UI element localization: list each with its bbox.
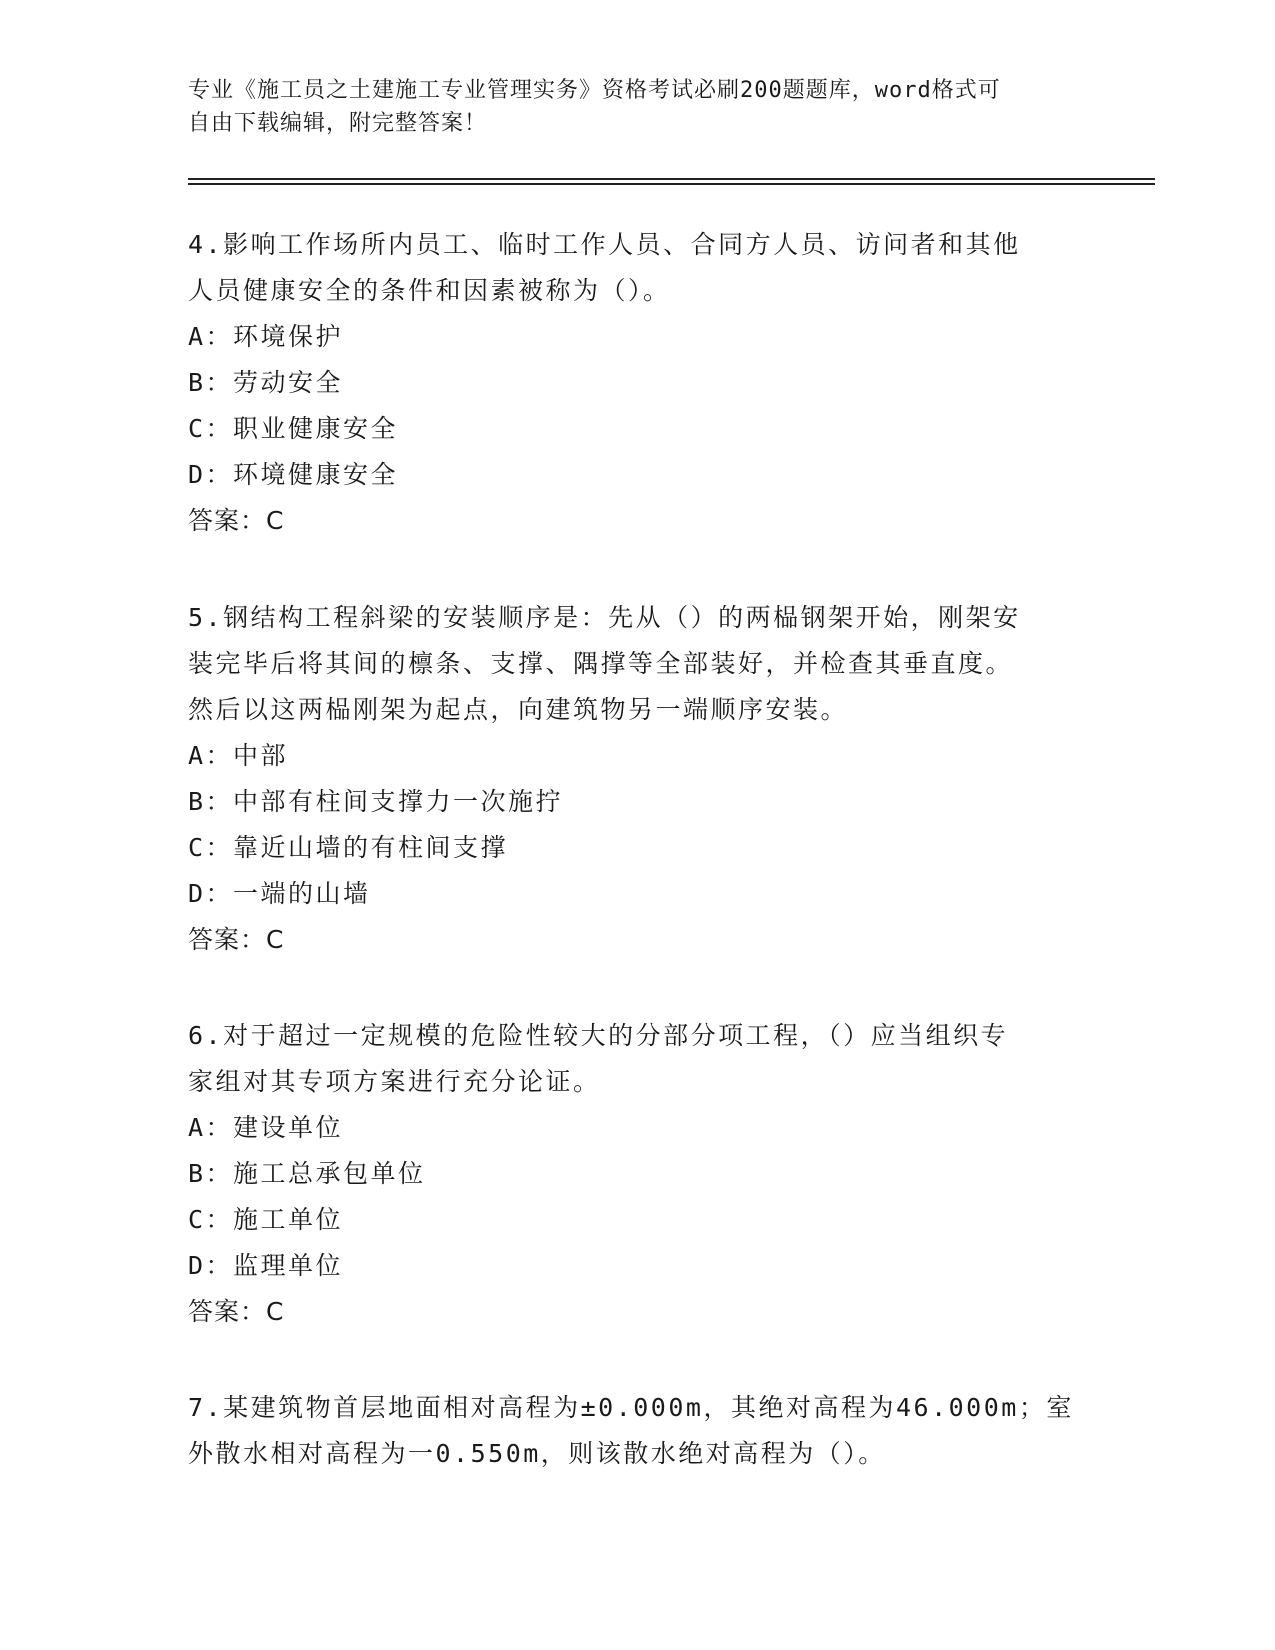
question-6: [188, 1013, 1088, 1335]
question-stem-line: 7.某建筑物首层地面相对高程为±0.000m，其绝对高程为46.000m；室: [188, 1393, 1074, 1422]
option-c: C：施工单位: [188, 1205, 344, 1234]
question-stem-line: 家组对其专项方案进行充分论证。: [188, 1067, 601, 1096]
question-stem-line: 装完毕后将其间的檩条、支撑、隅撑等全部装好，并检查其垂直度。: [188, 649, 1014, 678]
answer-line: 答案：C: [188, 925, 285, 954]
question-stem-line: 然后以这两榀刚架为起点，向建筑物另一端顺序安装。: [188, 695, 849, 724]
question-stem-line: 6.对于超过一定规模的危险性较大的分部分项工程，（）应当组织专: [188, 1021, 1009, 1050]
answer-line: 答案：C: [188, 1297, 285, 1326]
question-stem-line: 外散水相对高程为一0.550m，则该散水绝对高程为（）。: [188, 1439, 886, 1468]
option-a: A：建设单位: [188, 1113, 344, 1142]
question-stem-line: 人员健康安全的条件和因素被称为（）。: [188, 276, 671, 305]
header-line-1: 专业《施工员之土建施工专业管理实务》资格考试必刷200题题库，word格式可: [188, 78, 1001, 103]
option-a: A：中部: [188, 741, 289, 770]
header-line-2: 自由下载编辑，附完整答案！: [188, 111, 488, 136]
option-c: C：靠近山墙的有柱间支撑: [188, 833, 509, 862]
question-7: [188, 1385, 1088, 1477]
answer-line: 答案：C: [188, 506, 285, 535]
question-5: [188, 595, 1088, 963]
option-d: D：一端的山墙: [188, 879, 371, 908]
option-b: B：劳动安全: [188, 368, 344, 397]
option-a: A：环境保护: [188, 322, 344, 351]
document-header: [188, 74, 1068, 140]
header-divider-top: [188, 178, 1155, 180]
header-divider-bottom: [188, 183, 1155, 185]
option-b: B：中部有柱间支撑力一次施拧: [188, 787, 564, 816]
question-stem-line: 4.影响工作场所内员工、临时工作人员、合同方人员、访问者和其他: [188, 230, 1021, 259]
question-stem-line: 5.钢结构工程斜梁的安装顺序是：先从（）的两榀钢架开始，刚架安: [188, 603, 1021, 632]
option-d: D：监理单位: [188, 1251, 344, 1280]
question-4: [188, 222, 1088, 544]
option-d: D：环境健康安全: [188, 460, 399, 489]
option-c: C：职业健康安全: [188, 414, 399, 443]
option-b: B：施工总承包单位: [188, 1159, 426, 1188]
